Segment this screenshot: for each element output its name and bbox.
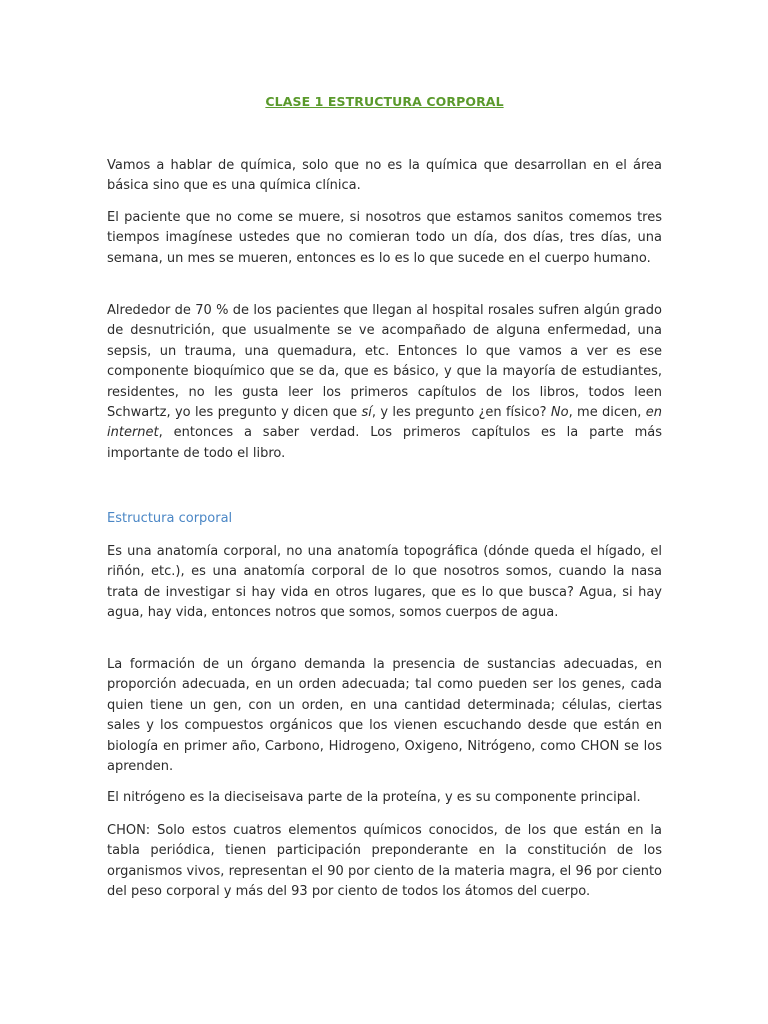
- emphasis-no: No: [550, 405, 569, 421]
- emphasis-si: sí: [361, 405, 372, 421]
- paragraph-patient: El paciente que no come se muere, si nosotros que estamos sanitos comemos tres tiempos imagínese ustedes que no comieran todo un día, dos días, tres días, una semana, un mes se mueren, entonces es lo es lo que sucede en el cuerpo humano.: [107, 210, 662, 266]
- paragraph-intro: Vamos a hablar de química, solo que no es la química que desarrollan en el área básica sino que es una química clínica.: [107, 158, 662, 194]
- emphasis-en-internet: en internet: [107, 405, 662, 441]
- paragraph-nitrogen: El nitrógeno es la dieciseisava parte de la proteína, y es su componente principal.: [107, 790, 641, 805]
- paragraph-text-segment: , entonces a saber verdad. Los primeros capítulos es la parte más importante de todo el libro.: [107, 425, 662, 461]
- paragraph-chon: CHON: Solo estos cuatros elementos químicos conocidos, de los que están en la tabla periódica, tienen participación preponderante en la constitución de los organismos vivos, representan el 90 por ciento de la materia magra, el 96 por ciento del peso corporal y más del 93 por ciento de todos los átomos del cuerpo.: [107, 823, 662, 900]
- paragraph-organ-formation: La formación de un órgano demanda la presencia de sustancias adecuadas, en proporción adecuada, en un orden adecuada; tal como pueden ser los genes, cada quien tiene un gen, con un orden, en una cantidad determinada; células, ciertas sales y los compuestos orgánicos que los vienen escuchando desde que están en biología en primer año, Carbono, Hidrogeno, Oxigeno, Nitrógeno, como CHON se los aprenden.: [107, 657, 662, 775]
- paragraph-text-segment: Alrededor de 70 % de los pacientes que llegan al hospital rosales sufren algún grado de desnutrición, que usualmente se ve acompañado de alguna enfermedad, una sepsis, un trauma, una quemadura, etc. Entonces lo que vamos a ver es ese componente bioquímico que se da, que es básico, y que la mayoría de estudiantes, residentes, no les gusta leer los primeros capítulos de los libros, todos leen Schwartz, yo les pregunto y dicen que: [107, 303, 662, 421]
- paragraph-anatomy: Es una anatomía corporal, no una anatomía topográfica (dónde queda el hígado, el riñón, etc.), es una anatomía corporal de lo que nosotros somos, cuando la nasa trata de investigar si hay vida en otros lugares, que es lo que busca? Agua, si hay agua, hay vida, entonces notros que somos, somos cuerpos de agua.: [107, 544, 662, 621]
- paragraph-text-segment: , y les pregunto ¿en físico?: [371, 405, 551, 421]
- paragraph-malnutrition: [107, 301, 662, 464]
- paragraph-text-segment: , me dicen,: [568, 405, 646, 421]
- document-title: CLASE 1 ESTRUCTURA CORPORAL: [265, 94, 504, 109]
- section-heading: Estructura corporal: [107, 511, 233, 526]
